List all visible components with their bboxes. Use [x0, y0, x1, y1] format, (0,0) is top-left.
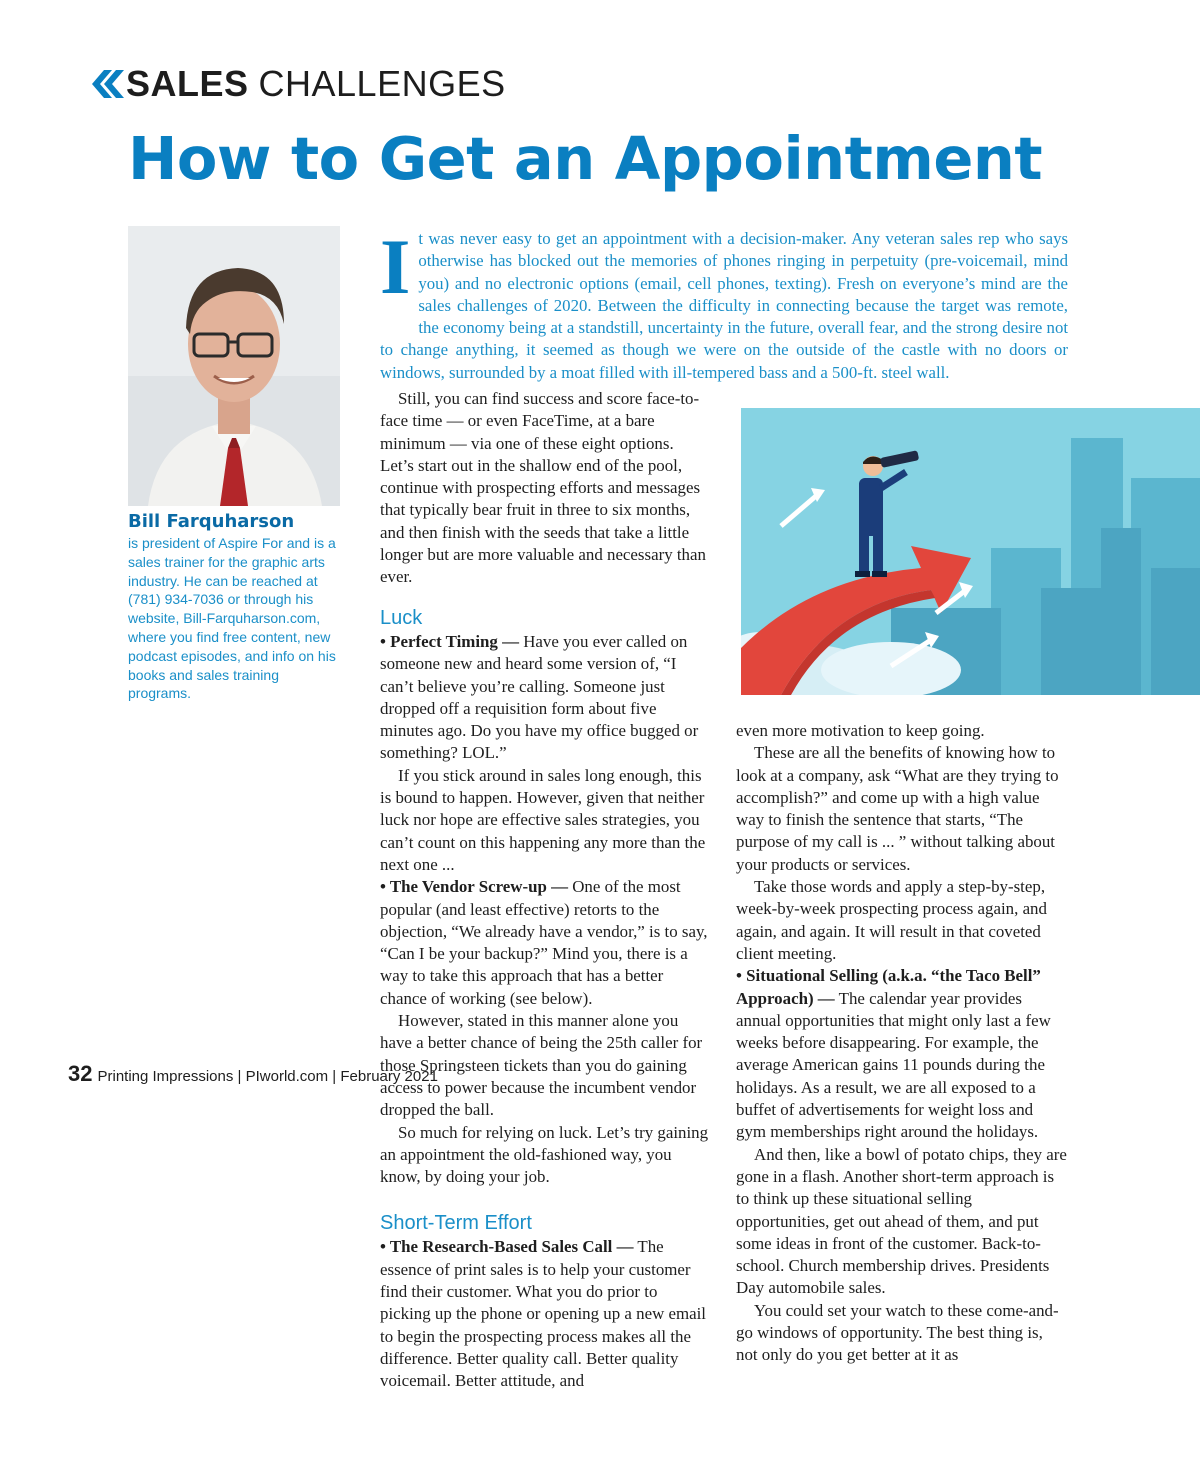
- section-label-light: CHALLENGES: [258, 63, 506, 104]
- paragraph-stick-around: If you stick around in sales long enough, this is bound to happen. However, given that neither luck nor hope are effective sales strategies, you can’t count on this happening any more than the next one ...: [380, 765, 706, 874]
- author-portrait-icon: [128, 226, 340, 506]
- item-situational-selling: [736, 965, 1067, 1143]
- item-perfect-timing: [380, 631, 710, 765]
- item-vendor-screwup-text: One of the most popular (and least effective) retorts to the objection, “We already have a vendor,” is to say, “Can I be your backup?” Mind you, there is a way to take this approach that has a better chance of working (see below).: [380, 877, 708, 1008]
- paragraph-set-watch: You could set your watch to these come-and-go windows of opportunity. The best thing is, not only do you get better at it as: [736, 1300, 1059, 1365]
- page-number: 32: [68, 1061, 93, 1086]
- lead-text: t was never easy to get an appointment with a decision-maker. Any veteran sales rep who says otherwise has blocked out the memories of phones ringing in perpetuity (pre-voicemail, mind you) and no electronic options (email, cell phones, texting). Fresh on everyone’s mind are the sales challenges of 2020. Between the difficulty in connecting because the target was remote, the economy being at a standstill, uncertainty in the future, overall fear, and the strong desire not to change anything, it seemed as though we were on the outside of the castle with no doors or windows, surrounded by a moat filled with ill-tempered bass and a 500-ft. steel wall.: [380, 229, 1068, 382]
- item-research-based: [380, 1236, 710, 1392]
- item-vendor-screwup: [380, 876, 710, 1010]
- paragraph-so-much: So much for relying on luck. Let’s try gaining an appointment the old-fashioned way, you know, by doing your job.: [380, 1122, 709, 1187]
- businessman-telescope-rising-arrow-illustration-icon: [741, 408, 1200, 695]
- author-bio: [128, 511, 343, 703]
- item-situational-selling-text: The calendar year provides annual opportunities that might only last a few weeks before disappearing. For example, the average American gains 11 pounds during the holidays. As a result, we are all exposed to a buffet of advertisements for weight loss and gym memberships right around the holidays.: [736, 988, 1051, 1142]
- item-situational-selling-label: • Situational Selling (a.k.a. “the Taco Bell” Approach) —: [736, 966, 1041, 1008]
- item-vendor-screwup-label: • The Vendor Screw-up —: [380, 877, 568, 897]
- paragraph-continued: even more motivation to keep going.: [736, 721, 985, 740]
- paragraph-benefits: These are all the benefits of knowing how to look at a company, ask “What are they trying to accomplish?” and come up with a high value way to finish the sentence that starts, “The purpose of my call is ... ” without talking about your products or services.: [736, 743, 1059, 874]
- footer-text: Printing Impressions | PIworld.com | February 2021: [97, 1068, 438, 1085]
- item-research-based-label: • The Research-Based Sales Call —: [380, 1237, 634, 1257]
- paragraph-take-words: Take those words and apply a step-by-step, week-by-week prospecting process again, and again, and again. It will result in that coveted client meeting.: [736, 877, 1047, 963]
- item-perfect-timing-label: • Perfect Timing —: [380, 632, 519, 651]
- intro-paragraph: Still, you can find success and score face-to-face time — or even FaceTime, at a bare minimum — via one of these eight options. Let’s start out in the shallow end of the pool, continue with prospecting efforts and messages that typically bear fruit in three to six months, and then finish with the seeds that take a little longer but are more valuable and necessary than ever.: [380, 389, 706, 587]
- column-1: [380, 605, 710, 1393]
- item-perfect-timing-text: Have you ever called on someone new and heard some version of, “I can’t believe you’re calling. Someone just dropped off a requisition form about five minutes ago. Do you have my office bugged or something? LOL.”: [380, 632, 699, 763]
- author-name: Bill Farquharson: [128, 511, 295, 532]
- double-chevron-left-icon: [90, 70, 124, 98]
- lead-paragraph: [380, 223, 1068, 384]
- illustration: [741, 408, 1200, 695]
- article-title: How to Get an Appointment: [128, 124, 1043, 193]
- paragraph-potato-chips: And then, like a bowl of potato chips, they are gone in a flash. Another short-term approach is to think up these situational selling opportunities, get out ahead of them, and put some ideas in front of the customer. Back-to-school. Church membership drives. Presidents Day automobile sales.: [736, 1144, 1067, 1298]
- column-2: [736, 720, 1067, 1367]
- subhead-luck: Luck: [380, 607, 423, 629]
- section-label-bold: SALES: [126, 63, 249, 104]
- section-label: [90, 62, 506, 106]
- column-1-intro: [380, 388, 710, 589]
- page-footer: [68, 1061, 438, 1087]
- drop-cap: I: [380, 223, 411, 310]
- item-research-based-text: The essence of print sales is to help your customer find their customer. What you do prior to picking up the phone or opening up a new email to begin the prospecting process makes all the difference. Better quality call. Better quality voicemail. Better attitude, and: [380, 1237, 707, 1391]
- author-description: is president of Aspire For and is a sales trainer for the graphic arts industry. He can be reached at (781) 934-7036 or through his website, Bill-Farquharson.com, where you find free content, new podcast episodes, and info on his books and sales training programs.: [128, 535, 336, 702]
- author-photo: [128, 226, 340, 506]
- paragraph-however: However, stated in this manner alone you have a better chance of being the 25th caller for those Springsteen tickets than you do gaining access to power because the incumbent vendor dropped the ball.: [380, 1011, 703, 1120]
- subhead-short-term-effort: Short-Term Effort: [380, 1212, 532, 1235]
